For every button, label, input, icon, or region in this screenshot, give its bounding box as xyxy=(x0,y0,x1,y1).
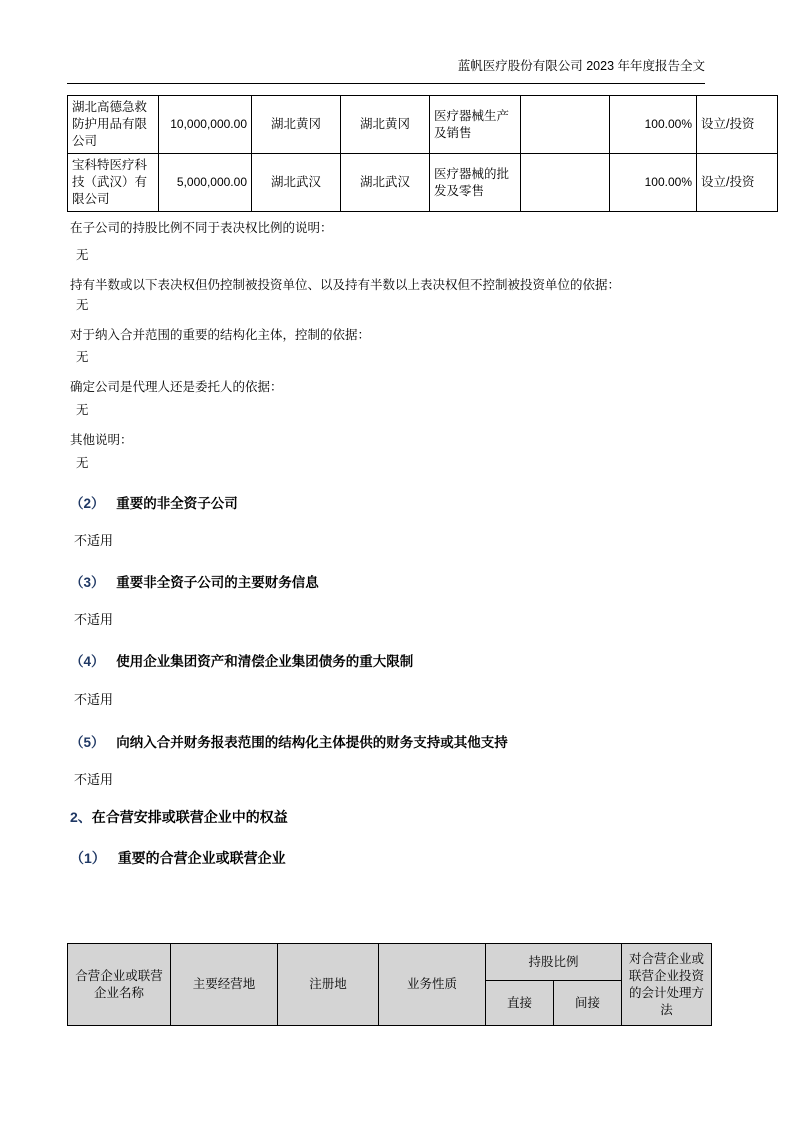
section-body-3: 不适用 xyxy=(74,612,114,627)
section-number: （2） xyxy=(70,496,105,511)
cell-blank xyxy=(521,154,610,212)
section-title: 使用企业集团资产和清偿企业集团债务的重大限制 xyxy=(116,654,414,669)
section-number: （4） xyxy=(70,654,105,669)
running-header: 蓝帆医疗股份有限公司 2023 年年度报告全文 xyxy=(457,59,705,73)
note-value-3: 无 xyxy=(76,403,89,417)
header-shareholding-indirect: 间接 xyxy=(554,981,622,1026)
section-body-5: 不适用 xyxy=(74,772,114,787)
cell-shareholding: 100.00% xyxy=(610,96,697,154)
note-label-1: 持有半数或以下表决权但仍控制被投资单位、以及持有半数以上表决权但不控制被投资单位的依据： xyxy=(70,278,621,292)
note-value-2: 无 xyxy=(76,350,89,364)
section-number: （5） xyxy=(70,735,105,750)
subsection-number: （1） xyxy=(70,850,106,866)
note-label-0: 在子公司的持股比例不同于表决权比例的说明： xyxy=(70,221,333,235)
joint-venture-table xyxy=(67,943,712,1026)
note-label-3: 确定公司是代理人还是委托人的依据： xyxy=(70,380,283,394)
note-value-0: 无 xyxy=(76,248,89,262)
header-shareholding-direct: 直接 xyxy=(486,981,554,1026)
cell-business-nature: 医疗器械生产及销售 xyxy=(430,96,521,154)
header-registration-place: 注册地 xyxy=(278,944,379,1026)
section-heading-3 xyxy=(70,574,319,592)
header-shareholding-group: 持股比例 xyxy=(486,944,622,981)
subsection-title: 重要的合营企业或联营企业 xyxy=(117,850,286,866)
section-heading-5 xyxy=(70,734,508,752)
cell-subsidiary-name: 宝科特医疗科技（武汉）有限公司 xyxy=(68,154,159,212)
section-title: 重要的非全资子公司 xyxy=(116,496,238,511)
table-row xyxy=(68,96,778,154)
cell-main-operating-place: 湖北武汉 xyxy=(252,154,341,212)
cell-acquisition-method: 设立/投资 xyxy=(697,96,778,154)
note-value-4: 无 xyxy=(76,456,89,470)
section-title: 向纳入合并财务报表范围的结构化主体提供的财务支持或其他支持 xyxy=(116,735,508,750)
section-title: 在合营安排或联营企业中的权益 xyxy=(91,809,288,825)
header-business-nature: 业务性质 xyxy=(379,944,486,1026)
cell-blank xyxy=(521,96,610,154)
header-jv-name: 合营企业或联营企业名称 xyxy=(68,944,171,1026)
cell-registration-place: 湖北黄冈 xyxy=(341,96,430,154)
cell-business-nature: 医疗器械的批发及零售 xyxy=(430,154,521,212)
header-rule xyxy=(67,83,705,84)
section-title: 重要非全资子公司的主要财务信息 xyxy=(116,575,319,590)
section-number: （3） xyxy=(70,575,105,590)
cell-main-operating-place: 湖北黄冈 xyxy=(252,96,341,154)
note-value-1: 无 xyxy=(76,298,89,312)
note-label-2: 对于纳入合并范围的重要的结构化主体，控制的依据： xyxy=(70,328,371,342)
section-heading-interests xyxy=(70,808,288,827)
cell-registered-capital: 5,000,000.00 xyxy=(159,154,252,212)
subsection-heading-jv xyxy=(70,849,286,868)
table-header-row xyxy=(68,944,712,981)
header-main-operating-place: 主要经营地 xyxy=(171,944,278,1026)
section-heading-2 xyxy=(70,495,238,513)
table-row xyxy=(68,154,778,212)
cell-registration-place: 湖北武汉 xyxy=(341,154,430,212)
cell-registered-capital: 10,000,000.00 xyxy=(159,96,252,154)
cell-shareholding: 100.00% xyxy=(610,154,697,212)
cell-subsidiary-name: 湖北高德急救防护用品有限公司 xyxy=(68,96,159,154)
header-accounting-method: 对合营企业或联营企业投资的会计处理方法 xyxy=(622,944,712,1026)
section-number: 2、 xyxy=(70,809,92,825)
subsidiary-table xyxy=(67,95,778,212)
cell-acquisition-method: 设立/投资 xyxy=(697,154,778,212)
section-heading-4 xyxy=(70,653,413,671)
section-body-2: 不适用 xyxy=(74,533,114,548)
section-body-4: 不适用 xyxy=(74,692,114,707)
note-label-4: 其他说明： xyxy=(70,433,133,447)
